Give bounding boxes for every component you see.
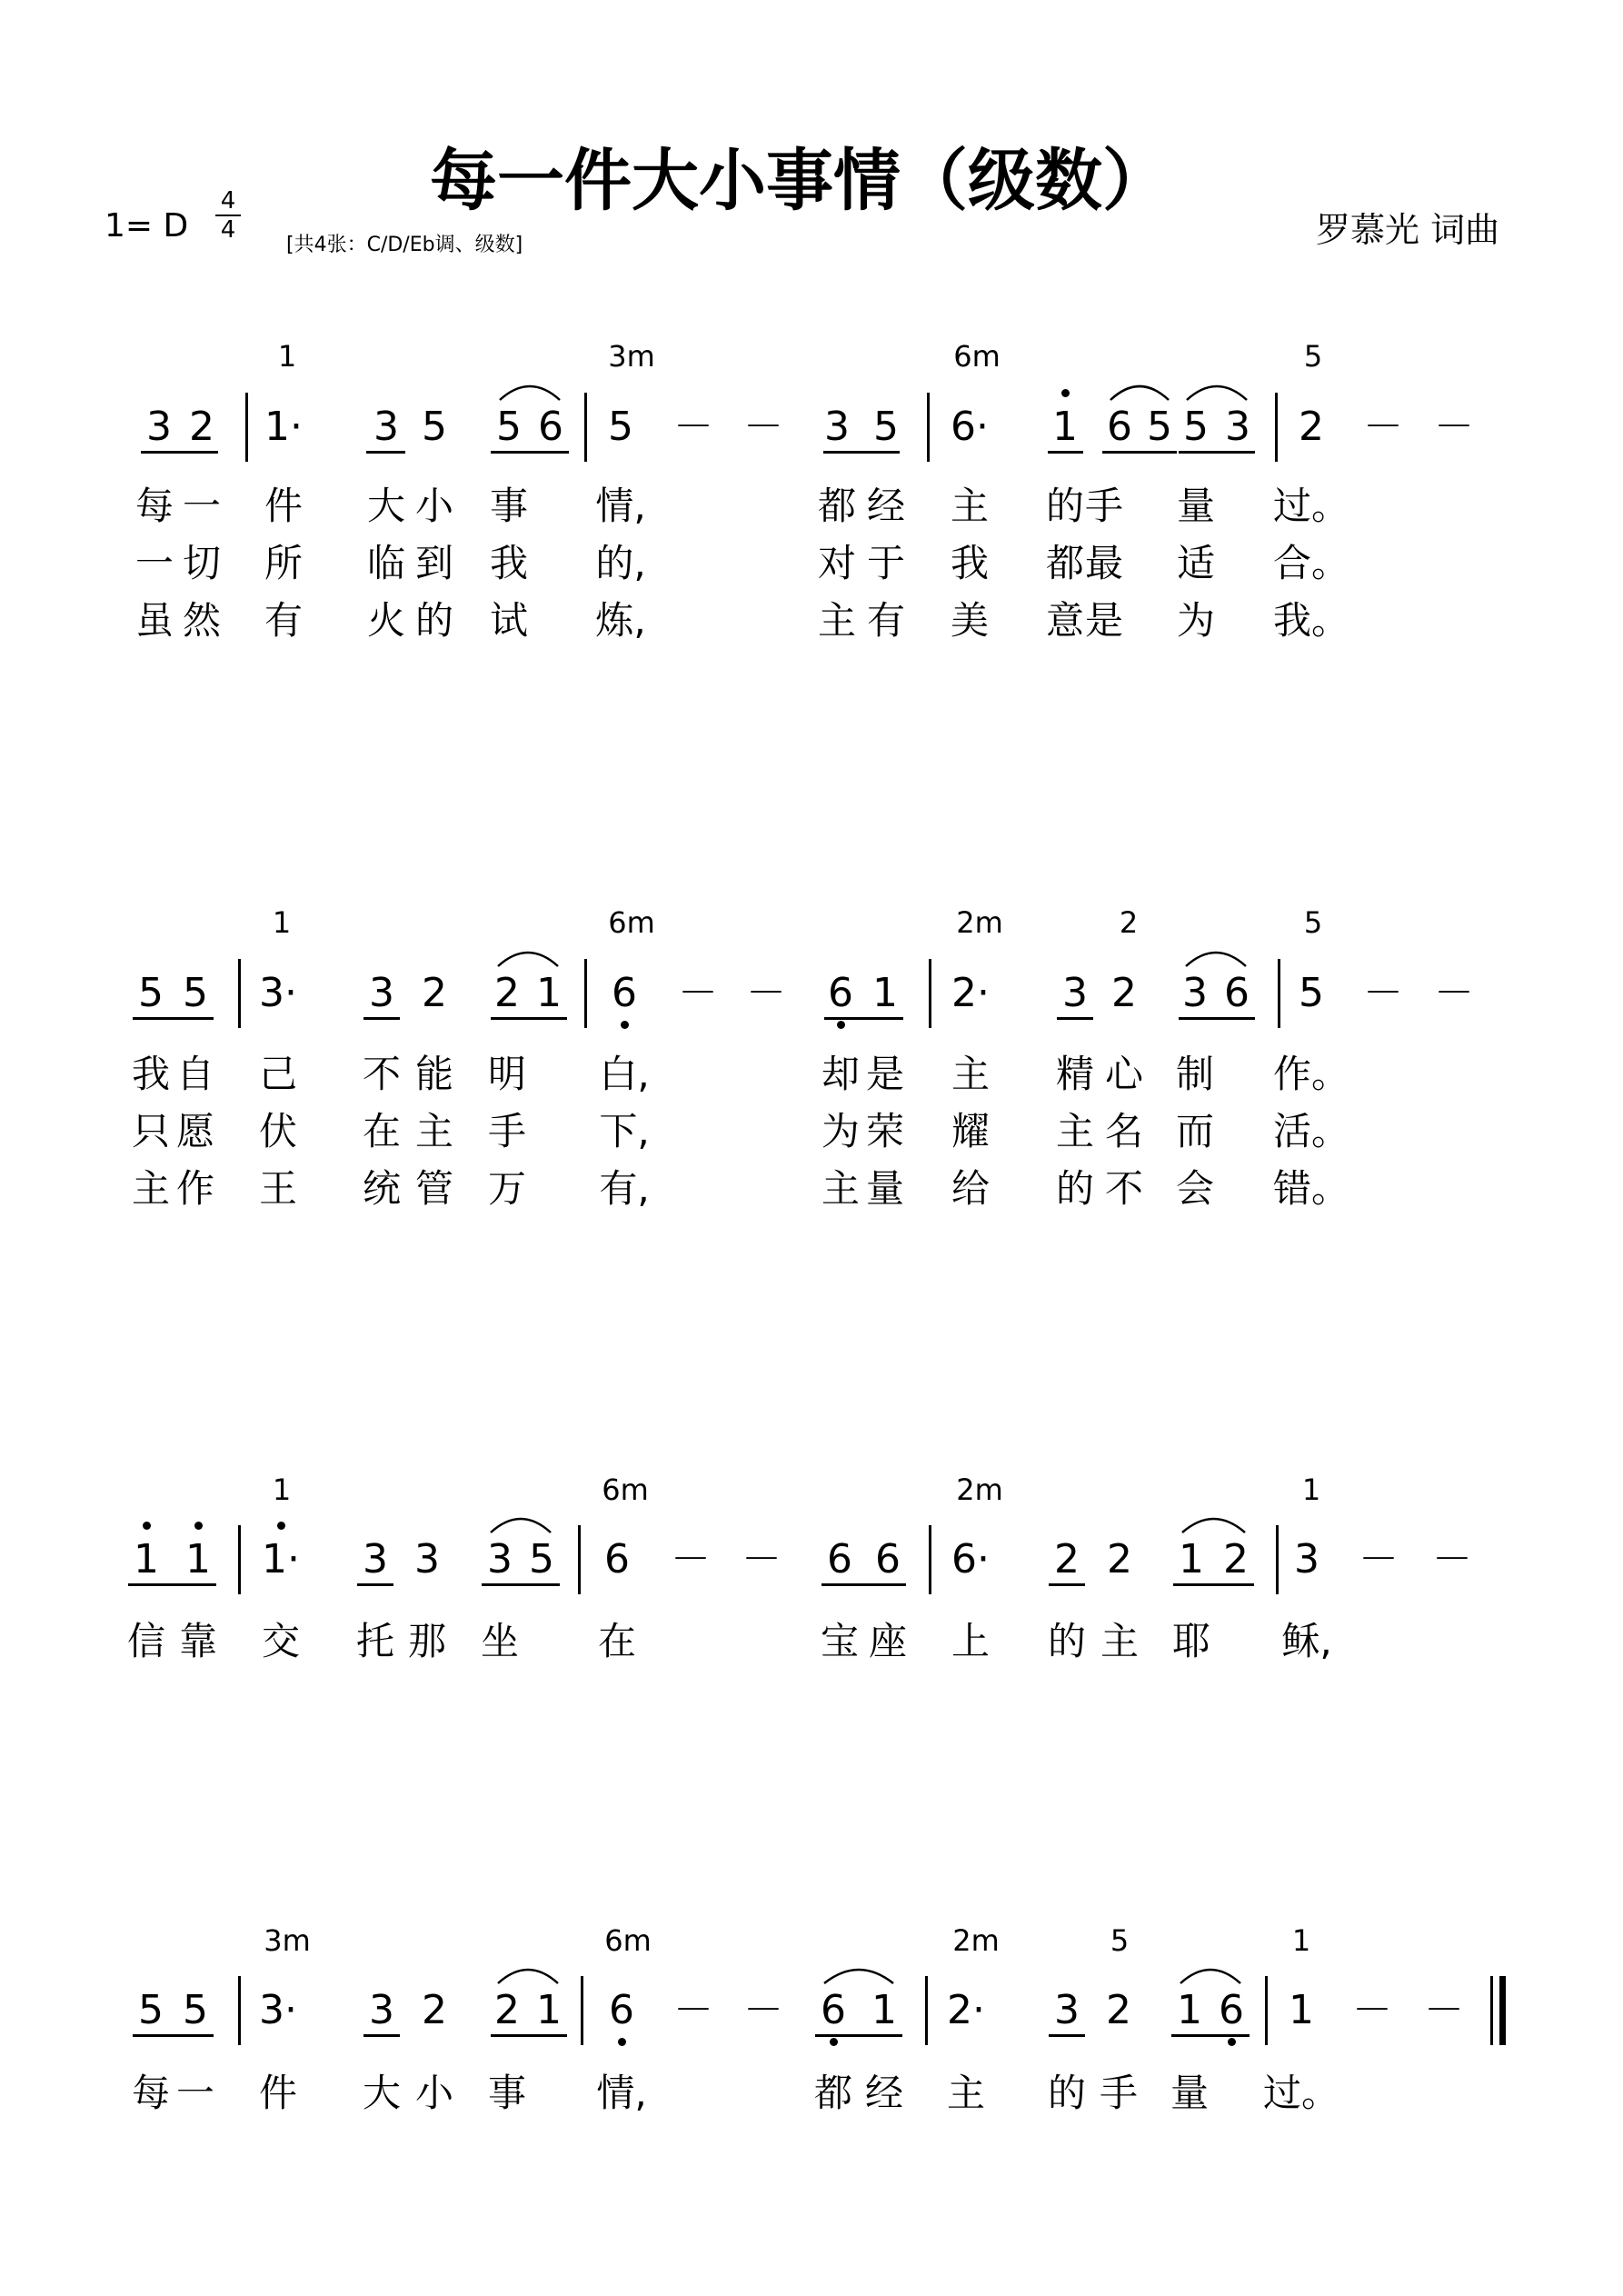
jianpu-note: 3· xyxy=(259,1987,297,2033)
sustain-dash: － xyxy=(1432,1536,1472,1582)
lyric-char: 明 xyxy=(487,1052,527,1096)
slur xyxy=(1182,1519,1245,1532)
jianpu-note: 5 xyxy=(873,404,899,450)
jianpu-note: 6· xyxy=(951,404,989,450)
chord-symbol: 3m xyxy=(608,339,655,374)
beam-underline xyxy=(363,1017,400,1020)
jianpu-note: 3 xyxy=(487,1536,513,1582)
lyric-char: 件 xyxy=(258,2071,298,2115)
lyric-char: 情, xyxy=(596,2071,647,2115)
octave-dot-below xyxy=(1228,2038,1236,2046)
beam-underline xyxy=(133,2034,214,2037)
jianpu-note: 6 xyxy=(1219,1987,1244,2033)
lyric-char: 都 xyxy=(817,484,857,528)
jianpu-note: 3 xyxy=(414,1536,440,1582)
beam-underline xyxy=(1049,2034,1085,2037)
sustain-dash: － xyxy=(1363,970,1403,1016)
jianpu-note: 2 xyxy=(1299,404,1324,450)
jianpu-note: 3 xyxy=(824,404,850,450)
lyric-char: 耶 xyxy=(1171,1619,1211,1663)
sustain-dash: － xyxy=(1352,1987,1392,2033)
final-bar-thin xyxy=(1490,1976,1493,2045)
jianpu-note: 2 xyxy=(422,1987,447,2033)
lyric-char: 情, xyxy=(595,484,646,528)
lyric-char: 是 xyxy=(865,1052,905,1096)
bar-line xyxy=(245,393,248,462)
jianpu-note: 3· xyxy=(259,970,297,1016)
jianpu-note: 5 xyxy=(138,970,164,1016)
chord-symbol: 2m xyxy=(956,905,1003,940)
bar-line xyxy=(1276,1525,1279,1594)
jianpu-note: 3 xyxy=(369,970,394,1016)
chord-symbol: 5 xyxy=(1303,905,1323,940)
sustain-dash: － xyxy=(743,1987,783,2033)
jianpu-note: 2 xyxy=(1106,1987,1131,2033)
lyric-char: 过。 xyxy=(1272,484,1350,528)
lyric-char: 量 xyxy=(1176,484,1216,528)
slur xyxy=(1180,1970,1240,1983)
lyric-char: 的 xyxy=(1047,1619,1087,1663)
lyric-char: 临 xyxy=(366,541,406,585)
lyric-char: 信 xyxy=(126,1619,166,1663)
lyric-char: 愿 xyxy=(175,1109,215,1153)
lyric-char: 名 xyxy=(1104,1109,1144,1153)
jianpu-note: 1 xyxy=(872,970,898,1016)
lyric-char: 都 xyxy=(813,2071,853,2115)
beam-underline xyxy=(482,1583,560,1586)
lyric-char: 我 xyxy=(489,541,529,585)
chord-symbol: 2 xyxy=(1119,905,1139,940)
octave-dot-below xyxy=(830,2038,838,2046)
lyric-char: 会 xyxy=(1175,1166,1215,1211)
beam-underline xyxy=(1048,451,1083,454)
jianpu-note: 3 xyxy=(1062,970,1088,1016)
beam-underline xyxy=(491,451,569,454)
lyric-char: 的 xyxy=(1055,1166,1095,1211)
jianpu-note: 6 xyxy=(828,970,853,1016)
lyric-char: 管 xyxy=(414,1166,454,1211)
lyric-char: 不 xyxy=(362,1052,402,1096)
sustain-dash: － xyxy=(1363,404,1403,450)
lyric-char: 那 xyxy=(407,1619,447,1663)
chord-symbol: 1 xyxy=(1301,1472,1321,1507)
bar-line xyxy=(1278,959,1280,1028)
chord-symbol: 6m xyxy=(953,339,1001,374)
chord-symbol: 1 xyxy=(272,1472,292,1507)
lyric-char: 大 xyxy=(366,484,406,528)
octave-dot-below xyxy=(837,1021,845,1029)
final-bar-thick xyxy=(1499,1976,1506,2045)
jianpu-note: 2 xyxy=(1223,1536,1249,1582)
edition-note: [共4张：C/D/Eb调、级数] xyxy=(286,234,523,256)
lyric-char: 火 xyxy=(366,598,406,643)
jianpu-note: 6 xyxy=(609,1987,634,2033)
jianpu-note: 6 xyxy=(827,1536,852,1582)
lyric-char: 经 xyxy=(864,2071,904,2115)
jianpu-note: 2 xyxy=(494,970,520,1016)
beam-underline xyxy=(491,1017,567,1020)
jianpu-note: 5 xyxy=(529,1536,554,1582)
lyric-char: 作 xyxy=(175,1166,215,1211)
slur xyxy=(1110,386,1169,400)
beam-underline xyxy=(366,451,405,454)
lyric-char: 万 xyxy=(487,1166,527,1211)
lyric-char: 主 xyxy=(950,484,990,528)
sustain-dash: － xyxy=(742,1536,782,1582)
beam-underline xyxy=(357,1583,393,1586)
bar-line xyxy=(929,959,931,1028)
jianpu-note: 1 xyxy=(1177,1987,1202,2033)
lyric-char: 量 xyxy=(865,1166,905,1211)
lyric-char: 主 xyxy=(1055,1109,1095,1153)
beam-underline xyxy=(823,451,900,454)
lyric-char: 每 xyxy=(131,2071,171,2115)
lyric-char: 的 xyxy=(414,598,454,643)
jianpu-note: 6 xyxy=(604,1536,630,1582)
chord-symbol: 6m xyxy=(602,1472,649,1507)
lyric-char: 主 xyxy=(817,598,857,643)
lyric-char: 试 xyxy=(489,598,529,643)
lyric-char: 自 xyxy=(175,1052,215,1096)
lyric-char: 错。 xyxy=(1272,1166,1350,1211)
lyric-char: 适 xyxy=(1176,541,1216,585)
jianpu-note: 2 xyxy=(1107,1536,1132,1582)
lyric-char: 小 xyxy=(414,2071,454,2115)
lyric-char: 一 xyxy=(134,541,174,585)
lyric-char: 在 xyxy=(597,1619,637,1663)
beam-underline xyxy=(1179,1017,1255,1020)
lyric-char: 主 xyxy=(1100,1619,1140,1663)
lyric-char: 活。 xyxy=(1272,1109,1350,1153)
jianpu-note: 1 xyxy=(536,1987,562,2033)
time-signature-bottom: 4 xyxy=(220,216,236,244)
lyric-char: 心 xyxy=(1104,1052,1144,1096)
jianpu-note: 1 xyxy=(871,1987,897,2033)
jianpu-note: 6 xyxy=(821,1987,846,2033)
octave-dot-above xyxy=(194,1522,203,1530)
chord-symbol: 5 xyxy=(1303,339,1323,374)
jianpu-note: 1 xyxy=(536,970,562,1016)
sustain-dash: － xyxy=(746,970,786,1016)
lyric-char: 事 xyxy=(487,2071,527,2115)
lyric-char: 上 xyxy=(951,1619,991,1663)
bar-line xyxy=(929,1525,931,1594)
sustain-dash: － xyxy=(1359,1536,1399,1582)
lyric-char: 有 xyxy=(264,598,304,643)
lyric-char: 宝 xyxy=(820,1619,860,1663)
lyric-char: 下, xyxy=(599,1109,650,1153)
lyric-char: 的 xyxy=(1045,484,1085,528)
lyric-char: 炼, xyxy=(595,598,646,643)
jianpu-note: 2· xyxy=(951,970,990,1016)
lyric-char: 主 xyxy=(131,1166,171,1211)
composer-credit: 罗慕光 词曲 xyxy=(1316,210,1500,250)
bar-line xyxy=(238,1525,241,1594)
lyric-char: 大 xyxy=(362,2071,402,2115)
bar-line xyxy=(1265,1976,1268,2045)
lyric-char: 合。 xyxy=(1272,541,1350,585)
lyric-char: 到 xyxy=(414,541,454,585)
sustain-dash: － xyxy=(678,970,718,1016)
lyric-char: 的, xyxy=(595,541,646,585)
beam-underline xyxy=(133,1017,214,1020)
sustain-dash: － xyxy=(1434,404,1474,450)
lyric-char: 统 xyxy=(362,1166,402,1211)
jianpu-note: 2 xyxy=(1054,1536,1080,1582)
jianpu-note: 2 xyxy=(1111,970,1137,1016)
jianpu-note: 6 xyxy=(1224,970,1250,1016)
octave-dot-below xyxy=(618,2038,626,2046)
lyric-char: 能 xyxy=(414,1052,454,1096)
sustain-dash: － xyxy=(1434,970,1474,1016)
lyric-char: 座 xyxy=(868,1619,908,1663)
lyric-char: 虽 xyxy=(134,598,174,643)
chord-symbol: 3m xyxy=(264,1923,311,1958)
lyric-char: 量 xyxy=(1170,2071,1210,2115)
slur xyxy=(491,1519,551,1532)
jianpu-note: 5 xyxy=(1147,404,1172,450)
lyric-char: 有 xyxy=(866,598,906,643)
lyric-char: 作。 xyxy=(1272,1052,1350,1096)
chord-symbol: 6m xyxy=(608,905,655,940)
lyric-char: 一 xyxy=(175,2071,215,2115)
jianpu-note: 5 xyxy=(1299,970,1324,1016)
chord-symbol: 1 xyxy=(277,339,297,374)
lyric-char: 意 xyxy=(1045,598,1085,643)
jianpu-note: 1· xyxy=(264,404,303,450)
lyric-char: 我 xyxy=(950,541,990,585)
octave-dot-above xyxy=(1061,389,1070,397)
lyric-char: 是 xyxy=(1084,598,1124,643)
page-title: 每一件大小事情（级数） xyxy=(430,142,1170,220)
lyric-char: 主 xyxy=(946,2071,986,2115)
sustain-dash: － xyxy=(673,404,713,450)
lyric-char: 一 xyxy=(182,484,222,528)
lyric-char: 过。 xyxy=(1262,2071,1340,2115)
beam-underline xyxy=(1179,451,1255,454)
jianpu-note: 2 xyxy=(422,970,447,1016)
beam-underline xyxy=(1171,2034,1250,2037)
jianpu-note: 5 xyxy=(183,1987,208,2033)
jianpu-note: 1 xyxy=(1289,1987,1314,2033)
lyric-char: 最 xyxy=(1084,541,1124,585)
lyric-char: 主 xyxy=(414,1109,454,1153)
beam-underline xyxy=(1057,1017,1093,1020)
lyric-char: 给 xyxy=(951,1166,991,1211)
chord-symbol: 1 xyxy=(272,905,292,940)
lyric-char: 耀 xyxy=(951,1109,991,1153)
key-signature: 1= D xyxy=(105,207,189,245)
slur xyxy=(498,1970,558,1983)
lyric-char: 有, xyxy=(599,1166,650,1211)
jianpu-note: 3 xyxy=(1182,970,1208,1016)
jianpu-note: 6 xyxy=(612,970,637,1016)
jianpu-note: 2· xyxy=(947,1987,985,2033)
lyric-char: 主 xyxy=(821,1166,861,1211)
slur xyxy=(1186,953,1246,966)
chord-symbol: 1 xyxy=(1291,1923,1311,1958)
lyric-char: 交 xyxy=(261,1619,301,1663)
bar-line xyxy=(238,959,241,1028)
sustain-dash: － xyxy=(673,1987,713,2033)
jianpu-note: 1· xyxy=(262,1536,300,1582)
jianpu-note: 3 xyxy=(1225,404,1250,450)
slur xyxy=(498,953,558,966)
sustain-dash: － xyxy=(743,404,783,450)
lyric-char: 己 xyxy=(258,1052,298,1096)
jianpu-note: 3 xyxy=(146,404,172,450)
beam-underline xyxy=(824,1017,903,1020)
lyric-char: 经 xyxy=(866,484,906,528)
jianpu-note: 6· xyxy=(951,1536,990,1582)
beam-underline xyxy=(1173,1583,1254,1586)
jianpu-note: 2 xyxy=(494,1987,520,2033)
jianpu-note: 6 xyxy=(1107,404,1132,450)
slur xyxy=(500,386,560,400)
lyric-char: 不 xyxy=(1104,1166,1144,1211)
jianpu-note: 3 xyxy=(363,1536,388,1582)
lyric-char: 荣 xyxy=(865,1109,905,1153)
lyric-char: 在 xyxy=(362,1109,402,1153)
jianpu-note: 1 xyxy=(134,1536,159,1582)
jianpu-note: 3 xyxy=(369,1987,394,2033)
beam-underline xyxy=(1102,451,1177,454)
lyric-char: 切 xyxy=(182,541,222,585)
sustain-dash: － xyxy=(671,1536,711,1582)
sustain-dash: － xyxy=(1424,1987,1464,2033)
lyric-char: 事 xyxy=(489,484,529,528)
jianpu-note: 3 xyxy=(1294,1536,1319,1582)
time-signature-top: 4 xyxy=(220,187,236,215)
jianpu-note: 5 xyxy=(138,1987,164,2033)
chord-symbol: 2m xyxy=(952,1923,1000,1958)
lyric-char: 我 xyxy=(131,1052,171,1096)
chord-symbol: 2m xyxy=(956,1472,1003,1507)
slur xyxy=(824,1970,893,1983)
lyric-char: 靠 xyxy=(178,1619,218,1663)
lyric-char: 手 xyxy=(1099,2071,1139,2115)
lyric-char: 坐 xyxy=(480,1619,520,1663)
lyric-char: 却 xyxy=(821,1052,861,1096)
lyric-char: 为 xyxy=(821,1109,861,1153)
beam-underline xyxy=(141,451,218,454)
bar-line xyxy=(584,393,587,462)
bar-line xyxy=(925,1976,928,2045)
beam-underline xyxy=(491,2034,567,2037)
lyric-char: 对 xyxy=(817,541,857,585)
lyric-char: 每 xyxy=(134,484,174,528)
lyric-char: 都 xyxy=(1045,541,1085,585)
bar-line xyxy=(584,959,587,1028)
lyric-char: 为 xyxy=(1176,598,1216,643)
octave-dot-above xyxy=(143,1522,151,1530)
lyric-char: 王 xyxy=(258,1166,298,1211)
lyric-char: 而 xyxy=(1175,1109,1215,1153)
jianpu-note: 5 xyxy=(422,404,447,450)
jianpu-note: 6 xyxy=(538,404,563,450)
beam-underline xyxy=(815,2034,902,2037)
jianpu-note: 5 xyxy=(183,970,208,1016)
jianpu-note: 1 xyxy=(1179,1536,1204,1582)
lyric-char: 我。 xyxy=(1272,598,1350,643)
chord-symbol: 5 xyxy=(1110,1923,1130,1958)
lyric-char: 精 xyxy=(1055,1052,1095,1096)
beam-underline xyxy=(363,2034,400,2037)
lyric-char: 白, xyxy=(599,1052,650,1096)
jianpu-note: 1 xyxy=(185,1536,211,1582)
lyric-char: 小 xyxy=(414,484,454,528)
lyric-char: 伏 xyxy=(258,1109,298,1153)
lyric-char: 件 xyxy=(264,484,304,528)
lyric-char: 于 xyxy=(866,541,906,585)
lyric-char: 主 xyxy=(951,1052,991,1096)
jianpu-note: 6 xyxy=(875,1536,901,1582)
octave-dot-above xyxy=(277,1522,285,1530)
bar-line xyxy=(1275,393,1278,462)
slur xyxy=(1187,386,1247,400)
lyric-char: 只 xyxy=(131,1109,171,1153)
lyric-char: 所 xyxy=(264,541,304,585)
jianpu-note: 2 xyxy=(189,404,214,450)
beam-underline xyxy=(821,1583,906,1586)
jianpu-note: 1 xyxy=(1052,404,1078,450)
lyric-char: 然 xyxy=(182,598,222,643)
chord-symbol: 6m xyxy=(604,1923,652,1958)
lyric-char: 的 xyxy=(1047,2071,1087,2115)
lyric-char: 手 xyxy=(487,1109,527,1153)
beam-underline xyxy=(128,1583,216,1586)
jianpu-note: 3 xyxy=(1054,1987,1080,2033)
octave-dot-below xyxy=(621,1021,629,1029)
bar-line xyxy=(581,1976,583,2045)
jianpu-note: 3 xyxy=(373,404,399,450)
lyric-char: 稣, xyxy=(1281,1619,1332,1663)
lyric-char: 手 xyxy=(1084,484,1124,528)
beam-underline xyxy=(1049,1583,1085,1586)
bar-line xyxy=(238,1976,241,2045)
jianpu-note: 5 xyxy=(496,404,522,450)
jianpu-note: 5 xyxy=(1183,404,1209,450)
bar-line xyxy=(927,393,930,462)
jianpu-note: 5 xyxy=(608,404,633,450)
lyric-char: 制 xyxy=(1175,1052,1215,1096)
lyric-char: 托 xyxy=(355,1619,395,1663)
bar-line xyxy=(578,1525,581,1594)
lyric-char: 美 xyxy=(950,598,990,643)
